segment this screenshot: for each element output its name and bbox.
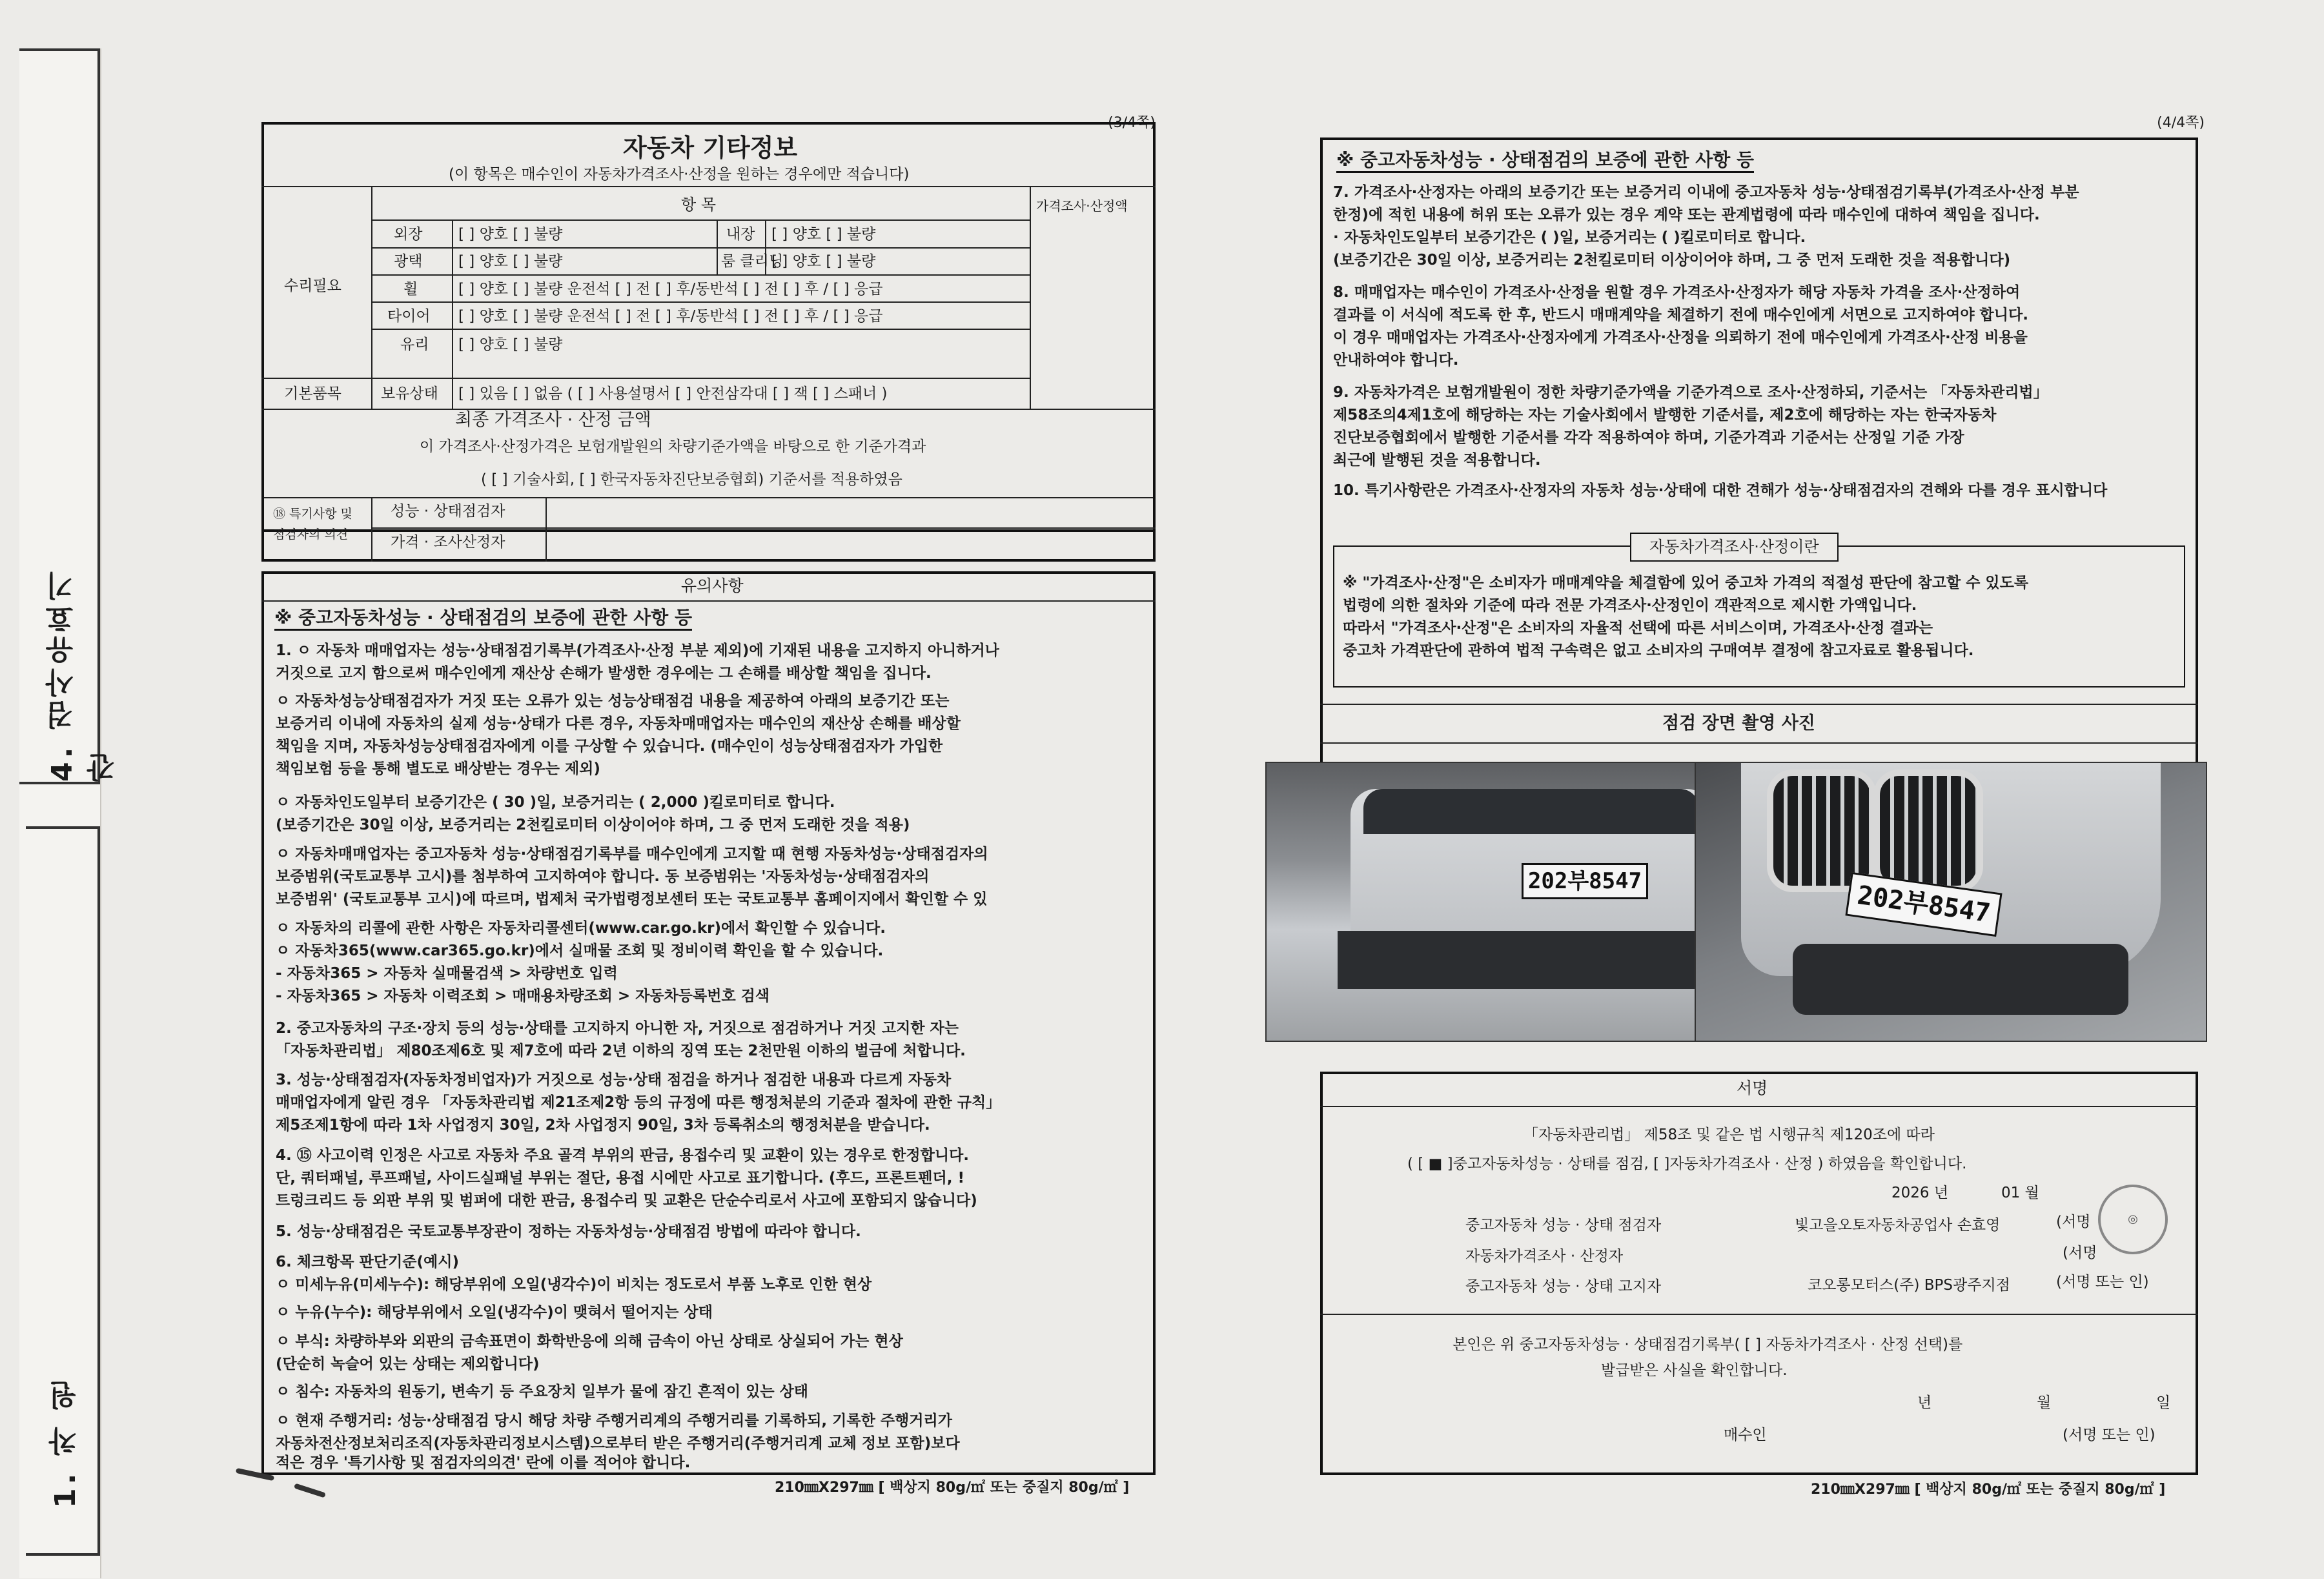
warranty-line: (보증기간은 30일 이상, 보증거리는 2천킬로미터 이상이어야 하며, 그 중 먼저 도래한 것을 적용합니다) [1333,252,2011,269]
page-footer: 210㎜X297㎜ [ 백상지 80g/㎡ 또는 중질지 80g/㎡ ] [775,1480,1130,1496]
pen-mark [294,1483,326,1498]
notice-header: 유의사항 [681,576,744,595]
notice-line: 보증범위' (국토교통부 고시)에 따르며, 법제처 국가법령정보센터 또는 국토교통부 홈페이지에서 확인할 수 있 [276,891,988,908]
warranty-line: 제58조의4제1호에 해당하는 자는 기술사회에서 발행한 기준서를, 제2호에 해당하는 자는 한국자동차 [1333,407,1997,423]
row-holding-name: 보유상태 [381,385,438,402]
sig-appraiser: (서명 [2063,1245,2097,1261]
appraisal-box-title: 자동차가격조사·산정이란 [1630,533,1839,562]
signature-month: 01 월 [2001,1185,2039,1201]
appraisal-line: 법령에 의한 절차와 기준에 따라 전문 가격조사·산정인이 객관적으로 제시한 가액입니다. [1343,597,1917,614]
col-header-price: 가격조사·산정액 [1036,198,1128,214]
notice-line: 단, 쿼터패널, 루프패널, 사이드실패널 부위는 절단, 용접 시에만 사고로 표기합니다. (후드, 프론트펜더, ! [276,1170,964,1187]
warranty-line: 최근에 발행된 것을 적용합니다. [1333,452,1541,469]
notice-line: ㅇ 자동차성능상태점검자가 거짓 또는 오류가 있는 성능상태점검 내용을 제공하여 아래의 보증기간 또는 [276,693,950,709]
inspection-photo-rear [1265,762,1713,1042]
row-exterior-value: [ ] 양호 [ ] 불량 [458,226,563,243]
notice-line: 5. 성능·상태점검은 국토교통부장관이 정하는 자동차성능·상태점검 방법에 따라야 합니다. [276,1223,861,1240]
row-exterior-name: 외장 [394,226,423,243]
warranty-line: 8. 매매업자는 매수인이 가격조사·산정을 원할 경우 가격조사·산정자가 해당 자동차 가격을 조사·산정하여 [1333,284,2021,301]
warranty-line: 7. 가격조사·산정자는 아래의 보증기간 또는 보증거리 이내에 중고자동차 성능·상태점검기록부(가격조사·산정 부분 [1333,184,2079,201]
license-plate: 202부8547 [1845,872,2002,937]
page-subtitle: (이 항목은 매수인이 자동차가격조사·산정을 원하는 경우에만 적습니다) [449,166,910,183]
row-interior-value: [ ] 양호 [ ] 불량 [771,226,876,243]
photo-section-title: 점검 장면 촬영 사진 [1662,713,1815,733]
notice-line: ㅇ 자동차의 리콜에 관한 사항은 자동차리콜센터(www.car.go.kr)에서 확인할 수 있습니다. [276,920,886,937]
tab-inspection-validity [19,48,120,784]
tab-vehicle [26,826,100,1556]
notice-line: 자동차전산정보처리조직(자동차관리정보시스템)으로부터 받은 주행거리(주행거리계 교체 정보 포함)보다 [276,1435,960,1452]
notice-section-title: ※ 중고자동차성능 · 상태점검의 보증에 관한 사항 등 [274,607,692,631]
signature-year: 2026 년 [1891,1185,1949,1201]
warranty-line: 안내하여야 합니다. [1333,352,1459,369]
signature-basis: 「자동차관리법」 제58조 및 같은 법 시행규칙 제120조에 따라 [1524,1126,1935,1143]
page-footer: 210㎜X297㎜ [ 백상지 80g/㎡ 또는 중질지 80g/㎡ ] [1811,1482,2166,1498]
row-wheel-value: [ ] 양호 [ ] 불량 운전석 [ ] 전 [ ] 후/동반석 [ ] 전 [ ] 후 / [ ] 응급 [458,281,883,298]
buyer-confirm-1: 본인은 위 중고자동차성능 · 상태점검기록부( [ ] 자동차가격조사 · 산정 선택)를 [1452,1336,1963,1353]
buyer-confirm-2: 발급받은 사실을 확인합니다. [1601,1362,1788,1379]
notice-line: 매매업자에게 알린 경우 「자동차관리법 제21조제2항 등의 규정에 따른 행정처분의 기준과 절차에 관한 규칙」 [276,1094,1001,1111]
notice-line: ㅇ 누유(누수): 해당부위에서 오일(냉각수)이 맺혀서 떨어지는 상태 [276,1304,713,1321]
page-3 [261,115,1156,1496]
notice-line: (단순히 녹슬어 있는 상태는 제외합니다) [276,1356,540,1372]
notice-line: ㅇ 현재 주행거리: 성능·상태점검 당시 해당 차량 주행거리계의 주행거리를 기록하되, 기록한 주행거리가 [276,1412,952,1429]
warranty-line: 결과를 이 서식에 적도록 한 후, 반드시 매매계약을 체결하기 전에 매수인에게 서면으로 고지하여야 합니다. [1333,307,2028,323]
notice-line: 적은 경우 '특기사항 및 점검자의의견' 란에 이를 적어야 합니다. [276,1454,691,1471]
name-notifier: 코오롱모터스(주) BPS광주지점 [1808,1277,2010,1294]
notice-line: 1. ㅇ 자동차 매매업자는 성능·상태점검기록부(가격조사·산정 부분 제외)에 기재된 내용을 고지하지 아니하거나 [276,642,999,659]
final-price-title: 최종 가격조사 · 산정 금액 [455,410,651,430]
notice-line: 제5조제1항에 따라 1차 사업정지 30일, 2차 사업정지 90일, 3차 등록취소의 행정처분을 받습니다. [276,1117,930,1134]
repair-needed-label: 수리필요 [284,278,341,294]
opinion-row-appraiser: 가격 · 조사산정자 [391,534,505,551]
buyer-signature: (서명 또는 인) [2063,1427,2156,1443]
row-tire-name: 타이어 [387,308,431,325]
notice-line: 6. 체크항목 판단기준(예시) [276,1254,459,1270]
page-number: (4/4쪽) [2157,115,2205,131]
warranty-title: ※ 중고자동차성능 · 상태점검의 보증에 관한 사항 등 [1336,149,1754,173]
notice-line: 책임보험 등을 통해 별도로 배상받는 경우는 제외) [276,760,600,777]
signature-title: 서명 [1737,1079,1768,1097]
appraisal-line: 중고차 가격판단에 관하여 법적 구속력은 없고 소비자의 구매여부 결정에 참고자료로 활용됩니다. [1343,642,1974,659]
license-plate: 202부8547 [1522,863,1648,899]
notice-line: ㅇ 자동차365(www.car365.go.kr)에서 실매물 조회 및 정비이력 확인을 할 수 있습니다. [276,942,884,959]
inspection-photo-front [1695,762,2207,1042]
company-seal: ◎ [2098,1185,2168,1254]
notice-line: 거짓으로 고지 함으로써 매수인에게 재산상 손해가 발생한 경우에는 그 손해를 배상할 책임을 집니다. [276,665,932,682]
warranty-line: 진단보증협회에서 발행한 기준서를 각각 적용하여야 하며, 기준가격과 기준서는 산정일 기준 가장 [1333,429,1964,446]
date-year: 년 [1917,1394,1932,1411]
notice-line: ㅇ 침수: 자동차의 원동기, 변속기 등 주요장치 일부가 물에 잠긴 흔적이 있는 상태 [276,1383,808,1400]
appraisal-line: ※ "가격조사·산정"은 소비자가 매매계약을 체결함에 있어 중고차 가격의 적절성 판단에 참고할 수 있도록 [1343,575,2029,591]
opinion-label-2: 점검자의 의견 [273,527,349,542]
date-day: 일 [2156,1394,2171,1411]
sig-inspector: (서명 [2056,1214,2091,1230]
warranty-line: · 자동차인도일부터 보증기간은 ( )일, 보증거리는 ( )킬로미터로 합니다. [1333,229,1806,246]
warranty-line: 10. 특기사항란은 가격조사·산정자의 자동차 성능·상태에 대한 견해가 성능·상태점검자의 견해와 다를 경우 표시합니다 [1333,482,2108,499]
final-price-line1: 이 가격조사·산정가격은 보험개발원의 차량기준가액을 바탕으로 한 기준가격과 [420,438,926,455]
buyer-label: 매수인 [1724,1427,1767,1443]
row-interior-name: 내장 [726,226,755,243]
date-month: 월 [2037,1394,2052,1411]
sig-notifier: (서명 또는 인) [2056,1274,2149,1290]
name-inspector: 빛고을오토자동차공업사 손효영 [1795,1217,2001,1234]
notice-line: ㅇ 부식: 차량하부와 외판의 금속표면이 화학반응에 의해 금속이 아닌 상태로 상실되어 가는 현상 [276,1333,903,1350]
page-number: (3/4쪽) [1108,115,1156,131]
appraisal-info-box [1333,545,2185,688]
page-4 [1317,115,2205,1498]
row-cleaning-value: [ ] 양호 [ ] 불량 [771,253,876,270]
col-header-item: 항 목 [681,196,716,214]
notice-line: (보증기간은 30일 이상, 보증거리는 2천킬로미터 이상이어야 하며, 그 중 먼저 도래한 것을 적용) [276,817,910,833]
appraisal-line: 따라서 "가격조사·산정"은 소비자의 자율적 선택에 따른 서비스이며, 가격조사·산정 결과는 [1343,620,1933,637]
role-appraiser: 자동차가격조사 · 산정자 [1465,1248,1624,1265]
notice-line: 3. 성능·상태점검자(자동차정비업자)가 거짓으로 성능·상태 점검을 하거나 점검한 내용과 다르게 자동차 [276,1072,952,1088]
notice-line: 보증거리 이내에 자동차의 실제 성능·상태가 다른 경우, 자동차매매업자는 매수인의 재산상 손해를 배상할 [276,715,961,732]
tab-label-vehicle: 1. 차 원 [49,1378,82,1508]
row-gloss-value: [ ] 양호 [ ] 불량 [458,253,563,270]
notice-line: ㅇ 자동차매매업자는 중고자동차 성능·상태점검기록부를 매수인에게 고지할 때 현행 자동차성능·상태점검자의 [276,846,988,862]
notice-line: 보증범위(국토교통부 고시)를 첨부하여 고지하여야 합니다. 동 보증범위는 '자동차성능·상태점검자의 [276,868,930,885]
row-tire-value: [ ] 양호 [ ] 불량 운전석 [ ] 전 [ ] 후/동반석 [ ] 전 [ ] 후 / [ ] 응급 [458,308,883,325]
opinion-label-1: ⑱ 특기사항 및 [273,507,352,521]
notice-line: 2. 중고자동차의 구조·장치 등의 성능·상태를 고지하지 아니한 자, 거짓으로 점검하거나 거짓 고지한 자는 [276,1020,959,1037]
row-cleaning-name: 룸 클리닝 [721,253,784,270]
notice-line: 책임을 지며, 자동차성능상태점검자에게 이를 구상할 수 있습니다. (매수인이 성능상태점검자가 가입한 [276,738,943,755]
row-glass-name: 유리 [400,336,429,353]
row-wheel-name: 휠 [403,281,418,298]
row-gloss-name: 광택 [394,253,423,270]
notice-line: 「자동차관리법」 제80조제6호 및 제7호에 따라 2년 이하의 징역 또는 2천만원 이하의 벌금에 처합니다. [276,1043,966,1059]
opinion-row-inspector: 성능 · 상태점검자 [391,503,505,520]
warranty-line: 이 경우 매매업자는 가격조사·산정자에게 가격조사·산정을 의뢰하기 전에 매수인에게 가격조사·산정 비용을 [1333,329,2028,346]
warranty-line: 9. 자동차가격은 보험개발원이 정한 차량기준가액을 기준가격으로 조사·산정하되, 기준서는 「자동차관리법」 [1333,384,2048,401]
role-inspector: 중고자동차 성능 · 상태 점검자 [1465,1217,1662,1234]
notice-line: - 자동차365 > 자동차 이력조회 > 매매용차량조회 > 자동차등록번호 검색 [276,988,770,1004]
warranty-line: 한정)에 적힌 내용에 허위 또는 오류가 있는 경우 계약 또는 관계법령에 따라 매수인에 대하여 책임을 집니다. [1333,207,2040,223]
notice-line: 4. ⑮ 사고이력 인정은 사고로 자동차 주요 골격 부위의 판금, 용접수리 및 교환이 있는 경우로 한정합니다. [276,1147,970,1164]
basic-items-label: 기본품목 [284,385,341,402]
row-glass-value: [ ] 양호 [ ] 불량 [458,336,563,353]
role-notifier: 중고자동차 성능 · 상태 고지자 [1465,1278,1662,1295]
tab-label-validity: 4. 검사유효기간 [46,568,120,782]
page-title: 자동차 기타정보 [623,134,798,162]
row-holding-value: [ ] 있음 [ ] 없음 ( [ ] 사용설명서 [ ] 안전삼각대 [ ] 잭 [ ] 스패너 ) [458,385,888,402]
notice-line: ㅇ 자동차인도일부터 보증기간은 ( 30 )일, 보증거리는 ( 2,000 )킬로미터로 합니다. [276,794,835,811]
final-price-line2: ( [ ] 기술사회, [ ] 한국자동차진단보증협회) 기준서를 적용하였음 [481,471,902,488]
notice-line: - 자동차365 > 자동차 실매물검색 > 차량번호 입력 [276,965,618,982]
notice-line: ㅇ 미세누유(미세누수): 해당부위에 오일(냉각수)이 비치는 정도로서 부품 노후로 인한 현상 [276,1276,872,1293]
signature-confirm: ( [ ■ ]중고자동차성능 · 상태를 점검, [ ]자동차가격조사 · 산정 ) 하였음을 확인합니다. [1407,1156,1967,1172]
notice-line: 트렁크리드 등 외판 부위 및 범퍼에 대한 판금, 용접수리 및 교환은 단순수리로서 사고에 포함되지 않습니다) [276,1192,977,1209]
